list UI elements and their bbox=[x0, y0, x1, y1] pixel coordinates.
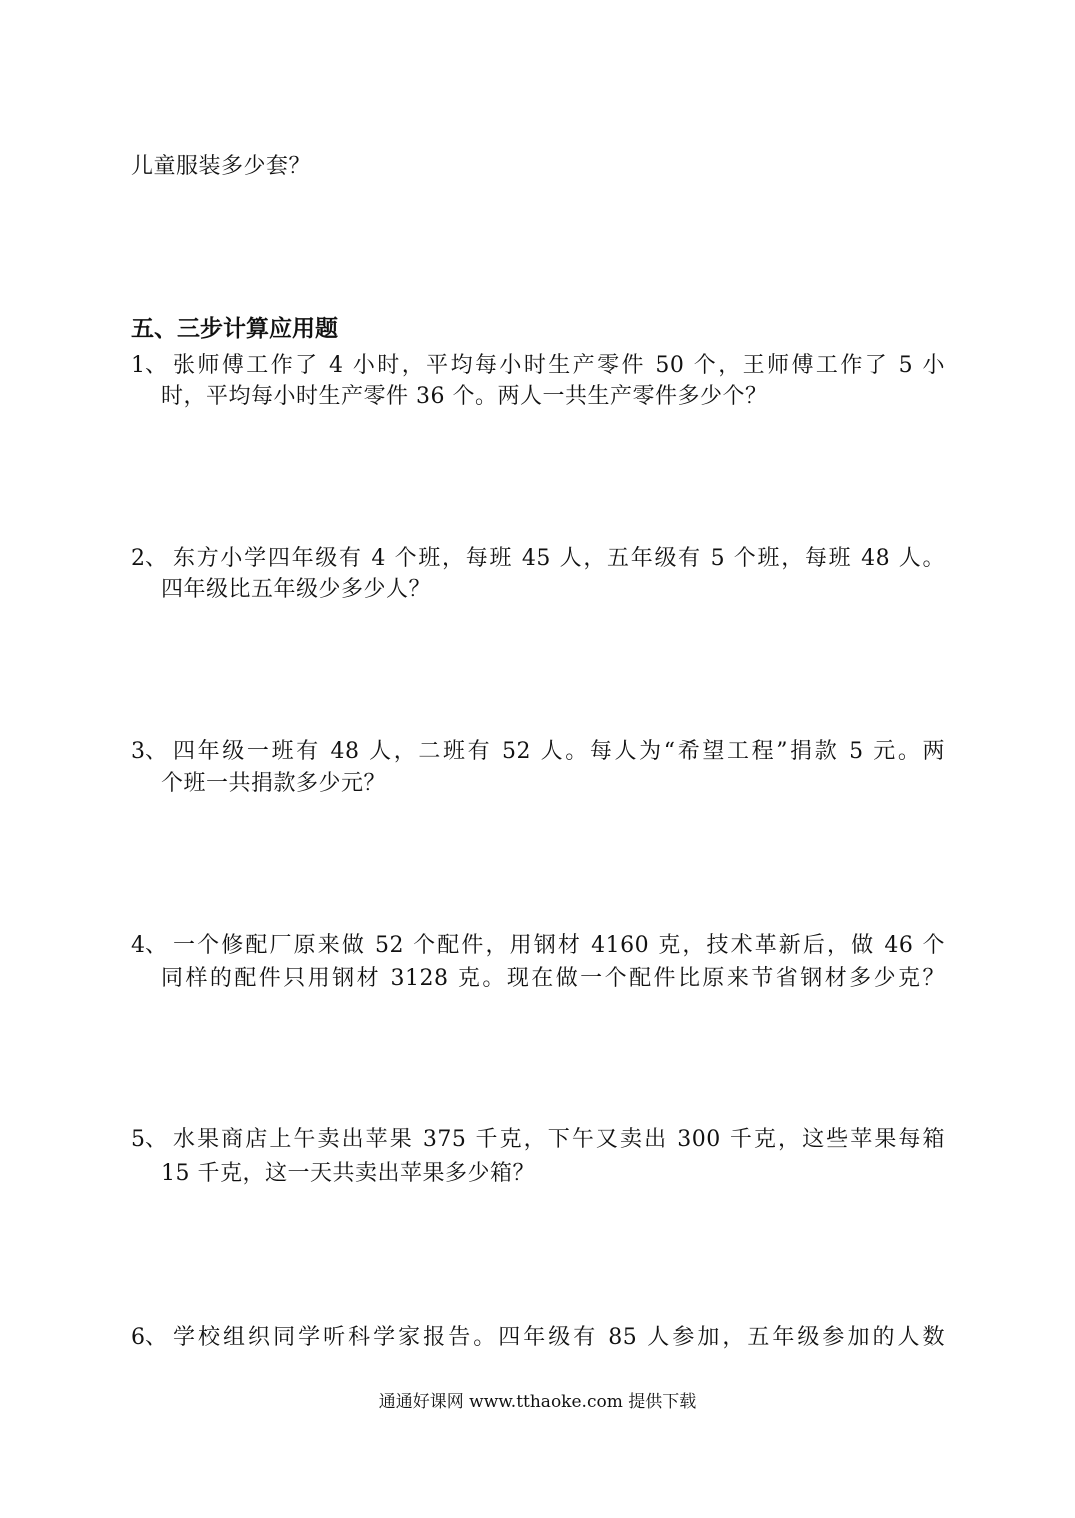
problem-text-line-1: 学校组织同学听科学家报告。四年级有 85 人参加，五年级参加的人数 bbox=[173, 1325, 945, 1350]
problem-text-line-2: 同样的配件只用钢材 3128 克。现在做一个配件比原来节省钢材多少克？ bbox=[161, 966, 945, 991]
problem-number: 5、 bbox=[131, 1127, 167, 1152]
problem-text-line-2: 四年级比五年级少多少人？ bbox=[161, 577, 432, 602]
problem-text-line-2: 15 千克，这一天共卖出苹果多少箱？ bbox=[161, 1161, 535, 1186]
problem-text-line-1: 水果商店上午卖出苹果 375 千克，下午又卖出 300 千克，这些苹果每箱 bbox=[173, 1127, 945, 1152]
problem-text-line-1: 一个修配厂原来做 52 个配件，用钢材 4160 克，技术革新后，做 46 个 bbox=[173, 933, 945, 958]
page-footer: 通通好课网 www.tthaoke.com 提供下载 bbox=[378, 1392, 697, 1412]
problem-text-line-1: 张师傅工作了 4 小时，平均每小时生产零件 50 个，王师傅工作了 5 小 bbox=[173, 353, 945, 378]
problem-text-line-2: 个班一共捐款多少元？ bbox=[161, 771, 387, 796]
section-heading: 五、三步计算应用题 bbox=[131, 315, 338, 342]
problem-number: 3、 bbox=[131, 739, 167, 764]
problem-text-line-1: 东方小学四年级有 4 个班，每班 45 人，五年级有 5 个班，每班 48 人。 bbox=[173, 546, 945, 571]
problem-text-line-1: 四年级一班有 48 人，二班有 52 人。每人为“希望工程”捐款 5 元。两 bbox=[173, 739, 945, 764]
problem-number: 6、 bbox=[131, 1325, 167, 1350]
continuation-text: 儿童服装多少套？ bbox=[131, 154, 312, 179]
problem-number: 1、 bbox=[131, 353, 167, 378]
problem-number: 2、 bbox=[131, 546, 167, 571]
problem-text-line-2: 时，平均每小时生产零件 36 个。两人一共生产零件多少个？ bbox=[161, 384, 768, 409]
problem-number: 4、 bbox=[131, 933, 167, 958]
